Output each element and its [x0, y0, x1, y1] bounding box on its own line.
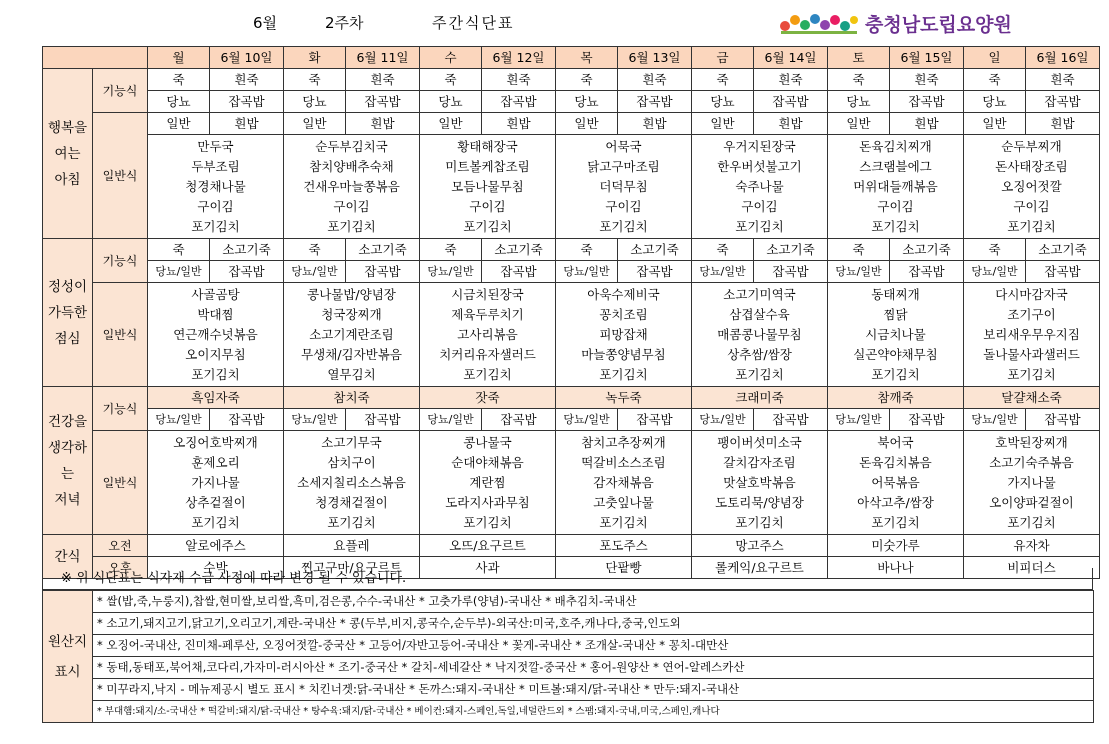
menu-option: 소고기죽: [1026, 239, 1100, 261]
meal-item: 구이김: [741, 198, 778, 214]
meal-item: 매콤콩나물무침: [717, 326, 802, 342]
snack-item: 미숫가루: [828, 535, 964, 557]
functional-diet-label: 기능식: [93, 239, 148, 283]
meal-item: 연근깨수넛볶음: [173, 326, 258, 342]
day-name: 금: [692, 47, 754, 69]
meal-item: 구이김: [1013, 198, 1050, 214]
menu-option: 잡곡밥: [890, 91, 964, 113]
snack-item: 롤케익/요구르트: [692, 557, 828, 579]
meal-item: 포기김치: [599, 366, 648, 382]
meal-item: 청경채겉절이: [315, 494, 388, 510]
day-name: 토: [828, 47, 890, 69]
menu-option: 잡곡밥: [754, 91, 828, 113]
meal-items: [692, 135, 828, 239]
menu-option: 흰죽: [618, 69, 692, 91]
meal-item: 소세지칠리소스볶음: [297, 474, 406, 490]
menu-option: 잡곡밥: [346, 91, 420, 113]
menu-option: 일반: [148, 113, 210, 135]
menu-option: 소고기죽: [618, 239, 692, 261]
porridge-item: 크래미죽: [692, 387, 828, 409]
menu-option: 당뇨: [284, 91, 346, 113]
meal-item: 팽이버섯미소국: [717, 434, 802, 450]
meal-item: 돈육김치찌개: [859, 138, 932, 154]
menu-option: 잡곡밥: [1026, 91, 1100, 113]
meal-item: 아삭고추/쌈장: [857, 494, 934, 510]
meal-item: 포기김치: [735, 218, 784, 234]
weekly-menu-table: [42, 46, 1100, 579]
flower-logo-icon: [775, 10, 861, 36]
title-text: 주간식단표: [432, 14, 515, 32]
meal-items: [964, 283, 1100, 387]
meal-item: 구이김: [333, 198, 370, 214]
meal-item: 머위대들깨볶음: [853, 178, 938, 194]
menu-option: 잡곡밥: [210, 261, 284, 283]
meal-item: 포기김치: [327, 514, 376, 530]
meal-item: 참치고추장찌개: [581, 434, 666, 450]
menu-option: 당뇨/일반: [420, 409, 482, 431]
menu-option: 흰죽: [346, 69, 420, 91]
menu-option: 당뇨/일반: [420, 261, 482, 283]
menu-option: 흰밥: [1026, 113, 1100, 135]
menu-option: 죽: [964, 69, 1026, 91]
menu-option: 흰밥: [210, 113, 284, 135]
meal-items: [556, 135, 692, 239]
meal-item: 포기김치: [871, 366, 920, 382]
day-name: 수: [420, 47, 482, 69]
meal-items: [556, 283, 692, 387]
menu-option: 당뇨/일반: [556, 409, 618, 431]
change-notice: ※ 위 식단표는 식자재 수급 사정에 따라 변경 될 수 있습니다.: [42, 568, 1093, 590]
meal-items: [692, 431, 828, 535]
title-month: 6월: [253, 14, 278, 32]
meal-item: 포기김치: [191, 366, 240, 382]
meal-item: 포기김치: [735, 514, 784, 530]
day-date: 6월 11일: [346, 47, 420, 69]
meal-item: 삼치구이: [327, 454, 376, 470]
menu-option: 당뇨: [148, 91, 210, 113]
menu-option: 일반: [828, 113, 890, 135]
menu-option: 흰밥: [482, 113, 556, 135]
meal-item: 무생채/김자반볶음: [301, 346, 402, 362]
meal-item: 청국장찌개: [321, 306, 382, 322]
snack-item: 오뜨/요구르트: [420, 535, 556, 557]
meal-item: 고사리볶음: [457, 326, 518, 342]
menu-option: 잡곡밥: [1026, 261, 1100, 283]
menu-option: 잡곡밥: [346, 409, 420, 431]
day-date: 6월 14일: [754, 47, 828, 69]
menu-option: 일반: [420, 113, 482, 135]
meal-item: 한우버섯불고기: [717, 158, 802, 174]
menu-option: 잡곡밥: [346, 261, 420, 283]
meal-items: [692, 283, 828, 387]
meal-item: 포기김치: [1007, 514, 1056, 530]
meal-item: 오징어젓깔: [1001, 178, 1062, 194]
menu-option: 흰죽: [890, 69, 964, 91]
meal-item: 박대찜: [197, 306, 234, 322]
menu-option: 당뇨: [420, 91, 482, 113]
general-diet-label: 일반식: [93, 113, 148, 239]
meal-item: 떡갈비소스조림: [581, 454, 666, 470]
menu-option: 당뇨/일반: [284, 409, 346, 431]
meal-item: 오이지무침: [185, 346, 246, 362]
meal-item: 갈치감자조림: [723, 454, 796, 470]
meal-items: [420, 135, 556, 239]
meal-item: 가지나물: [1007, 474, 1056, 490]
meal-item: 상추겉절이: [185, 494, 246, 510]
menu-option: 흰죽: [482, 69, 556, 91]
snack-item: 유자차: [964, 535, 1100, 557]
snack-item: 알로에주스: [148, 535, 284, 557]
general-diet-label: 일반식: [93, 431, 148, 535]
meal-item: 참치양배추숙채: [309, 158, 394, 174]
meal-item: 소고기계란조림: [309, 326, 394, 342]
meal-item: 맛살호박볶음: [723, 474, 796, 490]
menu-option: 잡곡밥: [482, 409, 556, 431]
menu-option: 잡곡밥: [482, 261, 556, 283]
meal-item: 어묵국: [605, 138, 642, 154]
porridge-item: 잣죽: [420, 387, 556, 409]
meal-item: 보리새우무우지짐: [983, 326, 1080, 342]
meal-item: 찜닭: [883, 306, 908, 322]
meal-item: 더덕무침: [599, 178, 648, 194]
day-name: 일: [964, 47, 1026, 69]
menu-option: 당뇨/일반: [964, 261, 1026, 283]
meal-item: 조기구이: [1007, 306, 1056, 322]
menu-option: 잡곡밥: [754, 261, 828, 283]
day-name: 목: [556, 47, 618, 69]
meal-items: [284, 431, 420, 535]
meal-item: 상추쌈/쌈장: [727, 346, 792, 362]
snack-item: 바나나: [828, 557, 964, 579]
menu-option: 죽: [420, 69, 482, 91]
menu-option: 죽: [148, 69, 210, 91]
menu-option: 죽: [692, 69, 754, 91]
meal-item: 순두부김치국: [315, 138, 388, 154]
snack-item: 포도주스: [556, 535, 692, 557]
menu-option: 잡곡밥: [1026, 409, 1100, 431]
meal-item: 도토리묵/양념장: [715, 494, 804, 510]
meal-item: 북어국: [877, 434, 914, 450]
menu-option: 죽: [828, 239, 890, 261]
meal-item: 황태해장국: [457, 138, 518, 154]
snack-item: 사과: [420, 557, 556, 579]
snack-title: 간식: [43, 535, 93, 579]
meal-item: 삼겹살수육: [729, 306, 790, 322]
menu-option: 소고기죽: [346, 239, 420, 261]
meal-items: [420, 431, 556, 535]
meal-item: 포기김치: [599, 514, 648, 530]
meal-item: 호박된장찌개: [995, 434, 1068, 450]
meal-section-title: 정성이 가득한 점심: [43, 239, 93, 387]
menu-title-bar: [0, 8, 600, 36]
meal-item: 구이김: [197, 198, 234, 214]
title-week: 2주차: [325, 14, 364, 32]
meal-item: 포기김치: [463, 514, 512, 530]
meal-item: 오징어호박찌개: [173, 434, 258, 450]
menu-option: 흰밥: [346, 113, 420, 135]
menu-option: 죽: [828, 69, 890, 91]
meal-item: 아욱수제비국: [587, 286, 660, 302]
meal-item: 감자채볶음: [593, 474, 654, 490]
meal-item: 포기김치: [871, 218, 920, 234]
meal-item: 돈사태장조림: [995, 158, 1068, 174]
meal-items: [420, 283, 556, 387]
menu-option: 죽: [556, 69, 618, 91]
meal-item: 돌나물사과샐러드: [983, 346, 1080, 362]
meal-item: 건새우마늘쫑볶음: [303, 178, 400, 194]
menu-option: 일반: [692, 113, 754, 135]
day-date: 6월 13일: [618, 47, 692, 69]
meal-item: 청경채나물: [185, 178, 246, 194]
menu-option: 흰죽: [754, 69, 828, 91]
menu-option: 잡곡밥: [618, 409, 692, 431]
snack-item: 비피더스: [964, 557, 1100, 579]
menu-option: 죽: [284, 69, 346, 91]
meal-items: [148, 283, 284, 387]
meal-item: 모듬나물무침: [451, 178, 524, 194]
menu-option: 당뇨/일반: [692, 261, 754, 283]
meal-item: 소고기미역국: [723, 286, 796, 302]
menu-option: 당뇨: [828, 91, 890, 113]
menu-option: 죽: [556, 239, 618, 261]
meal-items: [556, 431, 692, 535]
org-name: 충청남도립요양원: [865, 13, 1012, 36]
menu-option: 당뇨/일반: [148, 409, 210, 431]
origin-line: * 부대햄:돼지/소-국내산 * 떡갈비:돼지/닭-국내산 * 탕수육:돼지/닭-국내산 * 베이컨:돼지-스페인,독일,네덜란드외 * 스팸:돼지-국내,미국,스페인,캐나다: [93, 701, 1094, 723]
menu-option: 잡곡밥: [754, 409, 828, 431]
snack-item: 단팥빵: [556, 557, 692, 579]
porridge-item: 달걀채소죽: [964, 387, 1100, 409]
origin-line: * 소고기,돼지고기,닭고기,오리고기,계란-국내산 * 콩(두부,비지,콩국수,순두부)-외국산:미국,호주,캐나다,중국,인도외: [93, 613, 1094, 635]
snack-am-label: 오전: [93, 535, 148, 557]
menu-option: 소고기죽: [754, 239, 828, 261]
menu-option: 소고기죽: [210, 239, 284, 261]
meal-item: 마늘쫑양념무침: [581, 346, 666, 362]
meal-item: 구이김: [469, 198, 506, 214]
meal-item: 제육두루치기: [451, 306, 524, 322]
menu-option: 당뇨/일반: [284, 261, 346, 283]
meal-item: 실곤약야채무침: [853, 346, 938, 362]
porridge-item: 흑임자죽: [148, 387, 284, 409]
meal-item: 포기김치: [735, 366, 784, 382]
menu-option: 일반: [284, 113, 346, 135]
meal-item: 시금치된장국: [451, 286, 524, 302]
meal-item: 콩나물국: [463, 434, 512, 450]
menu-option: 소고기죽: [890, 239, 964, 261]
meal-item: 훈제오리: [191, 454, 240, 470]
meal-item: 어묵볶음: [871, 474, 920, 490]
meal-item: 사골곰탕: [191, 286, 240, 302]
menu-option: 당뇨/일반: [828, 409, 890, 431]
menu-option: 흰죽: [1026, 69, 1100, 91]
porridge-item: 참치죽: [284, 387, 420, 409]
origin-line: * 미꾸라지,낙지 - 메뉴제공시 별도 표시 * 치킨너겟:닭-국내산 * 돈까스:돼지-국내산 * 미트볼:돼지/닭-국내산 * 만두:돼지-국내산: [93, 679, 1094, 701]
menu-option: 당뇨: [964, 91, 1026, 113]
menu-option: 잡곡밥: [210, 91, 284, 113]
functional-diet-label: 기능식: [93, 387, 148, 431]
meal-item: 구이김: [877, 198, 914, 214]
meal-item: 숙주나물: [735, 178, 784, 194]
meal-item: 포기김치: [463, 218, 512, 234]
menu-option: 잡곡밥: [618, 91, 692, 113]
meal-item: 오이양파겉절이: [989, 494, 1074, 510]
porridge-item: 녹두죽: [556, 387, 692, 409]
meal-item: 포기김치: [1007, 366, 1056, 382]
menu-option: 잡곡밥: [210, 409, 284, 431]
meal-item: 우거지된장국: [723, 138, 796, 154]
menu-option: 당뇨/일반: [556, 261, 618, 283]
menu-option: 일반: [556, 113, 618, 135]
menu-option: 잡곡밥: [890, 261, 964, 283]
meal-item: 치커리유자샐러드: [439, 346, 536, 362]
day-name: 월: [148, 47, 210, 69]
meal-items: [148, 431, 284, 535]
meal-section-title: 건강을 생각하는 저녁: [43, 387, 93, 535]
meal-item: 계란찜: [469, 474, 506, 490]
day-header-row: [43, 47, 1100, 69]
meal-items: [284, 135, 420, 239]
menu-option: 흰밥: [618, 113, 692, 135]
menu-option: 잡곡밥: [618, 261, 692, 283]
meal-item: 가지나물: [191, 474, 240, 490]
snack-pm-label: 오후: [93, 557, 148, 579]
meal-item: 고춧잎나물: [593, 494, 654, 510]
meal-item: 순두부찌개: [1001, 138, 1062, 154]
meal-item: 다시마감자국: [995, 286, 1068, 302]
origin-label: 원산지 표시: [43, 591, 93, 723]
menu-option: 당뇨: [692, 91, 754, 113]
menu-option: 죽: [148, 239, 210, 261]
snack-item: 요플레: [284, 535, 420, 557]
menu-option: 당뇨/일반: [148, 261, 210, 283]
meal-item: 꽁치조림: [599, 306, 648, 322]
meal-item: 포기김치: [191, 514, 240, 530]
functional-diet-label: 기능식: [93, 69, 148, 113]
meal-item: 포기김치: [191, 218, 240, 234]
menu-option: 죽: [692, 239, 754, 261]
origin-line: * 동태,동태포,북어채,코다리,가자미-러시아산 * 조기-중국산 * 갈치-세네갈산 * 낙지젓깔-중국산 * 홍어-원양산 * 연어-알레스카산: [93, 657, 1094, 679]
meal-items: [964, 135, 1100, 239]
meal-items: [148, 135, 284, 239]
meal-item: 미트볼케찹조림: [445, 158, 530, 174]
meal-item: 열무김치: [327, 366, 376, 382]
porridge-item: 참깨죽: [828, 387, 964, 409]
day-date: 6월 10일: [210, 47, 284, 69]
meal-item: 만두국: [197, 138, 234, 154]
menu-option: 소고기죽: [482, 239, 556, 261]
day-date: 6월 12일: [482, 47, 556, 69]
org-logo: [775, 8, 1105, 38]
origin-line: * 오징어-국내산, 진미채-페루산, 오징어젓깔-중국산 * 고등어/자반고등어-국내산 * 꽃게-국내산 * 조개살-국내산 * 꽁치-대만산: [93, 635, 1094, 657]
meal-item: 피망잡채: [599, 326, 648, 342]
origin-line: * 쌀(밥,죽,누룽지),찹쌀,현미쌀,보리쌀,흑미,검은콩,수수-국내산 * 고춧가루(양념)-국내산 * 배추김치-국내산: [93, 591, 1094, 613]
day-date: 6월 15일: [890, 47, 964, 69]
meal-items: [828, 283, 964, 387]
snack-item: 망고주스: [692, 535, 828, 557]
meal-item: 포기김치: [1007, 218, 1056, 234]
origin-table: [42, 590, 1094, 723]
meal-section-title: 행복을 여는 아침: [43, 69, 93, 239]
menu-option: 당뇨: [556, 91, 618, 113]
menu-option: 죽: [964, 239, 1026, 261]
meal-item: 포기김치: [463, 366, 512, 382]
meal-item: 구이김: [605, 198, 642, 214]
meal-item: 스크램블에그: [859, 158, 932, 174]
day-date: 6월 16일: [1026, 47, 1100, 69]
meal-item: 돈육김치볶음: [859, 454, 932, 470]
snack-item: 수박: [148, 557, 284, 579]
meal-item: 두부조림: [191, 158, 240, 174]
general-diet-label: 일반식: [93, 283, 148, 387]
meal-items: [284, 283, 420, 387]
meal-item: 소고기숙주볶음: [989, 454, 1074, 470]
meal-item: 동태찌개: [871, 286, 920, 302]
menu-option: 죽: [420, 239, 482, 261]
meal-item: 시금치나물: [865, 326, 926, 342]
meal-item: 도라지사과무침: [445, 494, 530, 510]
meal-item: 순대야채볶음: [451, 454, 524, 470]
meal-items: [828, 135, 964, 239]
meal-item: 포기김치: [871, 514, 920, 530]
day-name: 화: [284, 47, 346, 69]
menu-option: 죽: [284, 239, 346, 261]
meal-items: [828, 431, 964, 535]
menu-option: 잡곡밥: [482, 91, 556, 113]
meal-items: [964, 431, 1100, 535]
menu-option: 일반: [964, 113, 1026, 135]
menu-option: 잡곡밥: [890, 409, 964, 431]
menu-option: 당뇨/일반: [692, 409, 754, 431]
menu-option: 흰죽: [210, 69, 284, 91]
menu-option: 당뇨/일반: [964, 409, 1026, 431]
meal-item: 콩나물밥/양념장: [307, 286, 396, 302]
meal-item: 포기김치: [599, 218, 648, 234]
meal-item: 닭고구마조림: [587, 158, 660, 174]
menu-option: 흰밥: [754, 113, 828, 135]
menu-option: 당뇨/일반: [828, 261, 890, 283]
menu-option: 흰밥: [890, 113, 964, 135]
meal-item: 포기김치: [327, 218, 376, 234]
snack-item: 찐고구마/요구르트: [284, 557, 420, 579]
meal-item: 소고기무국: [321, 434, 382, 450]
